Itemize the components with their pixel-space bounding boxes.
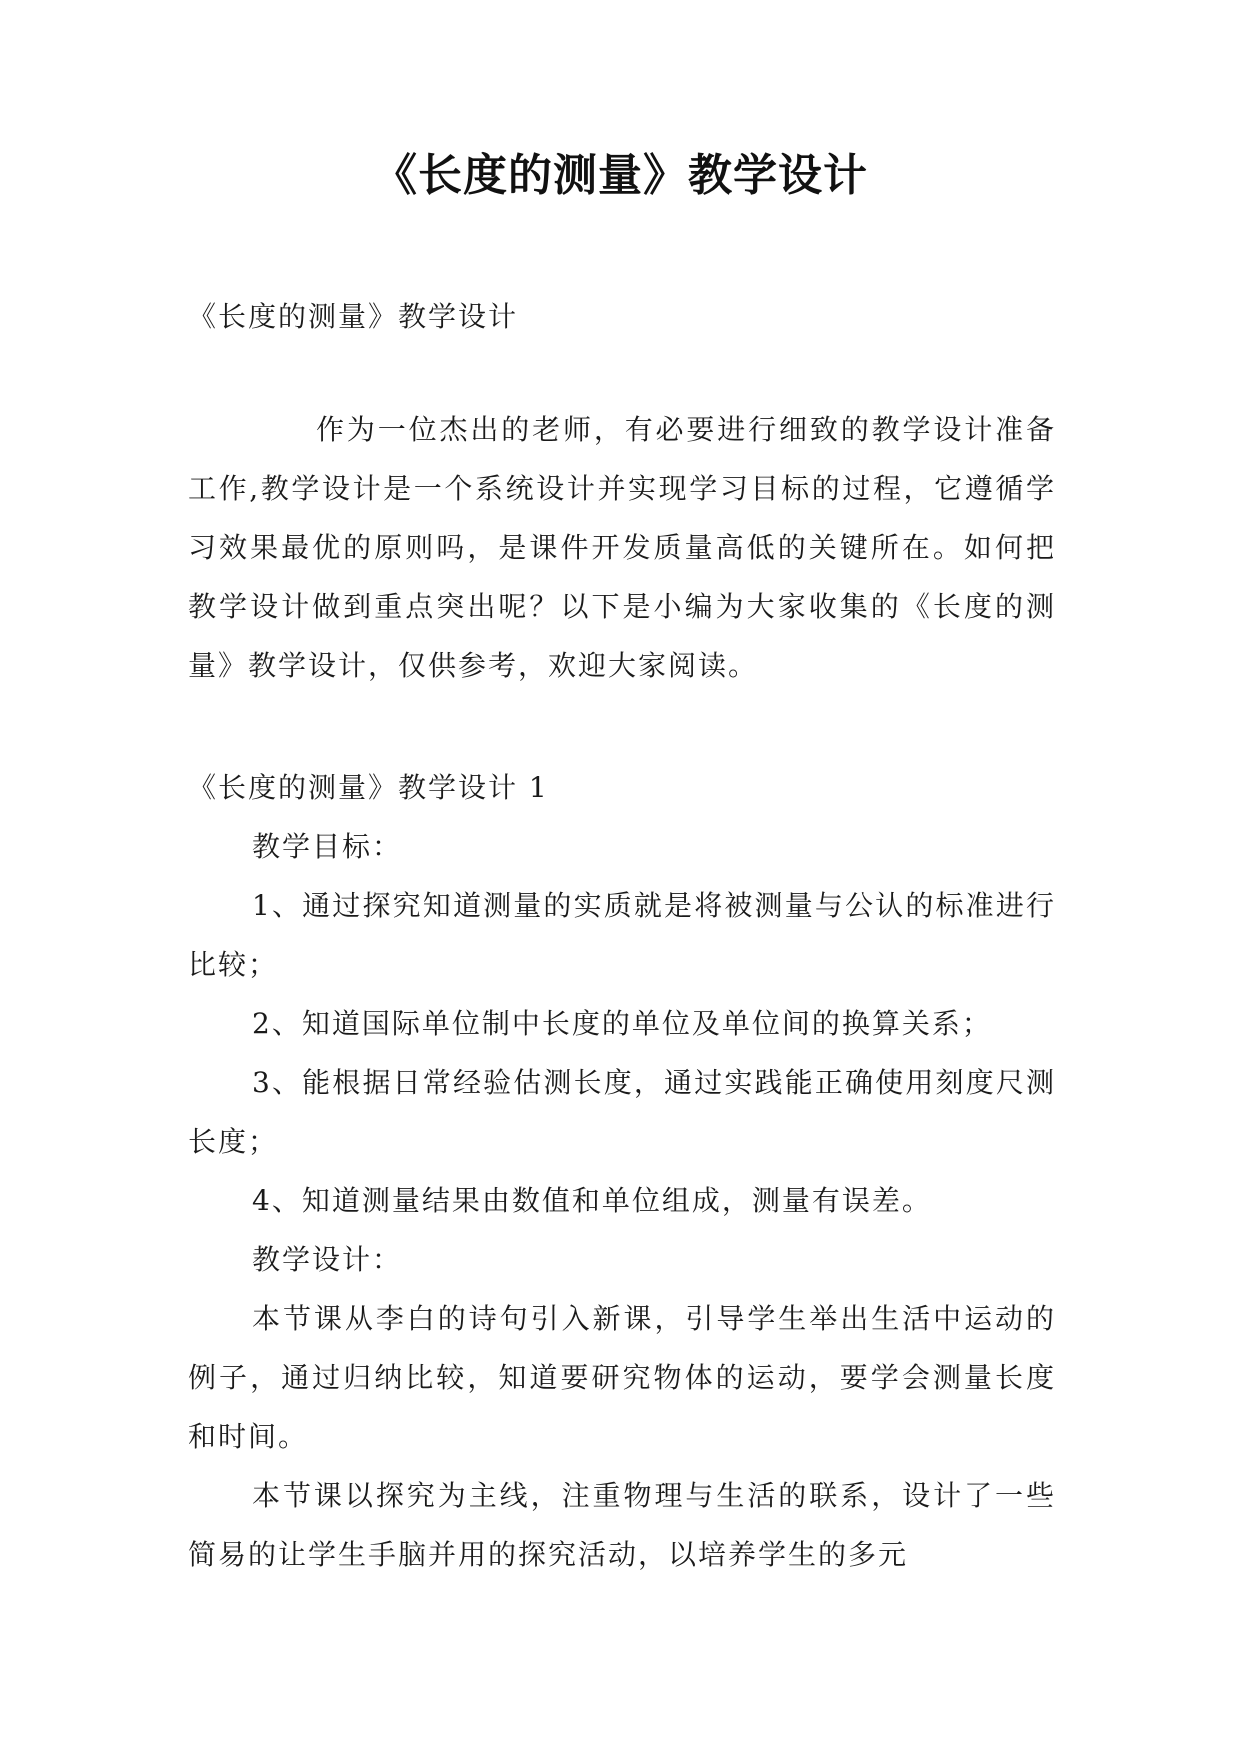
intro-paragraph: 作为一位杰出的老师，有必要进行细致的教学设计准备工作,教学设计是一个系统设计并实现学习目标的过程，它遵循学习效果最优的原则吗，是课件开发质量高低的关键所在。如何把教学设计做到重点突出呢？以下是小编为大家收集的《长度的测量》教学设计，仅供参考，欢迎大家阅读。 [188, 413, 1056, 682]
objectives-label: 教学目标： [252, 830, 403, 863]
document-subtitle [188, 287, 1056, 346]
objective-item: 1、通过探究知道测量的实质就是将被测量与公认的标准进行比较； [188, 889, 1056, 981]
objective-item: 4、知道测量结果由数值和单位组成，测量有误差。 [252, 1184, 932, 1217]
design-paragraph: 本节课从李白的诗句引入新课，引导学生举出生活中运动的例子，通过归纳比较，知道要研究物体的运动，要学会测量长度和时间。 [188, 1302, 1056, 1453]
subtitle-text: 《长度的测量》教学设计 [188, 300, 519, 333]
document-title: 《长度的测量》教学设计 [373, 150, 868, 201]
design-label: 教学设计： [252, 1243, 403, 1276]
design-section-1 [188, 758, 1056, 1584]
intro-section [188, 400, 1056, 695]
design-paragraph: 本节课以探究为主线，注重物理与生活的联系，设计了一些简易的让学生手脑并用的探究活动，以培养学生的多元 [188, 1479, 1056, 1571]
objective-item: 2、知道国际单位制中长度的单位及单位间的换算关系； [252, 1007, 992, 1040]
section-heading: 《长度的测量》教学设计 1 [188, 771, 549, 804]
objective-item: 3、能根据日常经验估测长度，通过实践能正确使用刻度尺测长度； [188, 1066, 1056, 1158]
